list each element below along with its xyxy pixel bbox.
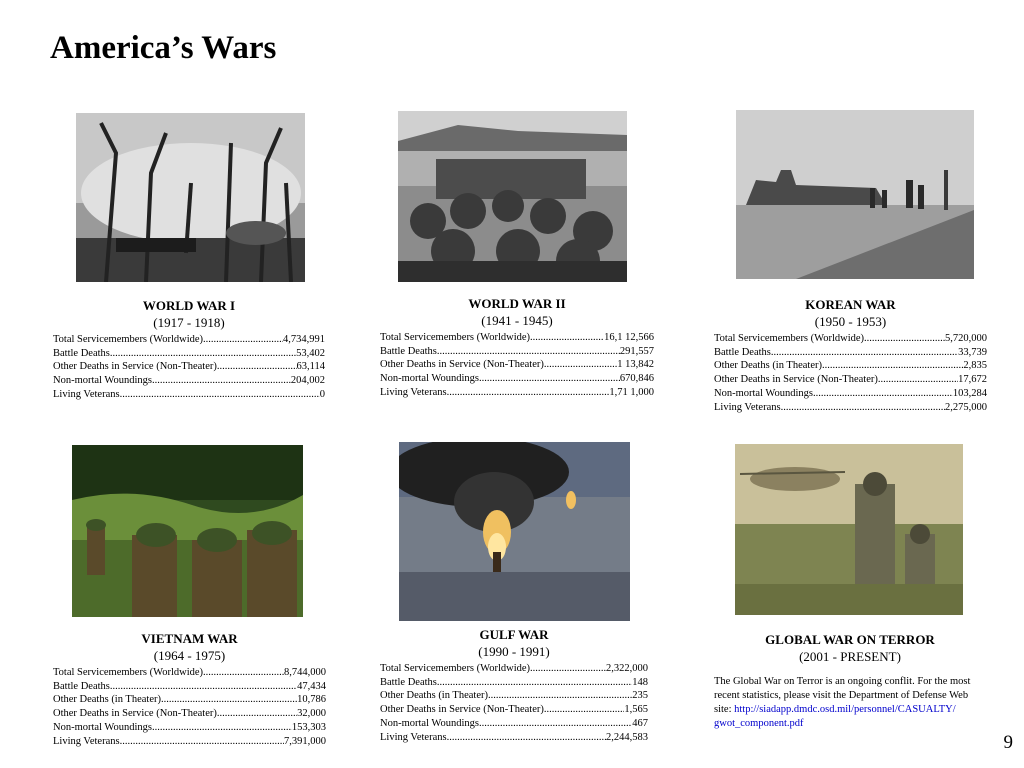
stat-row [380,676,648,690]
dot-leader [488,689,632,703]
stat-label: Total Servicemembers (Worldwide) [53,667,204,678]
stat-row [53,707,326,721]
stat-label: Other Deaths in Service (Non-Theater) [380,704,544,716]
dot-leader [813,387,953,401]
page-number: 9 [1003,732,1013,753]
dot-leader [203,333,283,347]
dot-leader [217,707,297,721]
stat-row [53,735,326,749]
stat-value: 4,734,991 [283,334,325,345]
stat-value: 2,244,583 [606,731,648,743]
stat-value: 1,565 [624,704,648,716]
dot-leader [864,332,945,346]
stat-row [380,331,654,345]
dot-leader [120,388,320,402]
stat-value: 32,000 [297,708,326,720]
oil-well-fire-photo [399,442,630,621]
gwot-note-text: The Global War on Terror is an ongoing conflit. For the most recent statistics, please visit the Department of Defense Web site: [714,676,971,715]
war-years: (1964 - 1975) [153,648,226,663]
stat-label: Battle Deaths [380,676,437,688]
ship-at-shore-photo [736,110,974,279]
stat-row [714,373,987,387]
stat-row [53,388,325,402]
stat-row [380,345,654,359]
stat-label: Battle Deaths [380,345,437,357]
stat-value: 2,322,000 [606,663,648,674]
stat-row [380,358,654,372]
stat-value: 467 [632,717,648,729]
war-years: (1941 - 1945) [481,313,553,328]
stat-value: 235 [632,690,648,702]
stat-value: 153,303 [291,721,326,733]
stat-row [53,374,325,388]
stat-value: 10,786 [297,694,326,706]
stat-row [380,689,648,703]
war-years: (1990 - 1991) [478,644,550,659]
war-name: GLOBAL WAR ON TERROR [765,632,935,647]
stat-label: Other Deaths in Service (Non-Theater). [714,374,881,386]
stat-label: Non-mortal Woundings [714,387,813,399]
stat-value: 53,402 [296,347,325,359]
stat-row [380,386,654,400]
dot-leader [530,662,606,676]
soldiers-helicopter-photo [735,444,963,615]
war-block-korea [714,296,987,414]
dot-leader [530,331,604,345]
stat-label: Non-mortal Woundings [380,717,479,729]
stat-value: 1 13,842 [617,359,654,371]
war-name: VIETNAM WAR [141,631,238,646]
stat-value: 0 [319,388,325,400]
stat-row [380,662,648,676]
stat-label: Non-mortal Woundings [53,721,152,733]
stat-label: Total Servicemembers (Worldwide) [380,332,531,343]
dot-leader [217,360,297,374]
stat-value: 670,846 [619,373,654,385]
stat-label: Other Deaths (in Theater) [714,360,822,372]
stat-value: 16,1 12,566 [604,332,654,343]
stat-value: 7,391,000 [284,735,326,747]
battlefield-smoke-photo [76,113,305,282]
stat-row [53,721,326,735]
war-block-ww2 [380,295,654,400]
dot-leader [110,680,297,694]
dot-leader [447,386,610,400]
dot-leader [880,373,958,387]
dot-leader [110,347,296,361]
stat-row [380,731,648,745]
dot-leader [822,359,963,373]
stat-label: Living Veterans [714,401,781,413]
stat-row [53,360,325,374]
stat-row [53,680,326,694]
dot-leader [479,372,620,386]
dot-leader [120,735,284,749]
dot-leader [161,693,297,707]
gwot-note [714,675,986,731]
dot-leader [203,666,284,680]
stat-row [380,717,648,731]
stat-row [53,693,326,707]
dot-leader [152,374,291,388]
stat-label: Total Servicemembers (Worldwide) [714,333,865,344]
war-name: KOREAN WAR [805,297,896,312]
stat-value: 33,739 [958,346,987,358]
war-name: WORLD WAR I [142,298,236,313]
war-block-vietnam [53,630,326,748]
dot-leader [771,346,958,360]
stat-row [380,703,648,717]
dot-leader [437,345,620,359]
stat-value: 63,114 [296,361,325,373]
stat-label: Other Deaths in Service (Non-Theater) [53,708,217,720]
stat-row [714,359,987,373]
stat-label: Living Veterans [53,388,120,400]
stat-label: Total Servicemembers (Worldwide) [380,663,531,674]
stat-label: Non-mortal Woundings [53,375,152,387]
stat-row [714,401,987,415]
stat-value: 103,284 [952,387,987,399]
stat-value: 291,557 [619,345,654,357]
stat-value: 47,434 [297,680,326,692]
dot-leader [544,358,617,372]
stat-label: Living Veterans [53,735,120,747]
war-years: (2001 - PRESENT) [799,649,901,664]
stat-row [53,347,325,361]
war-name: GULF WAR [479,627,549,642]
page-title: America’s Wars [50,30,277,66]
war-block-ww1 [53,297,325,402]
stat-value: 5,720,000 [945,333,987,344]
stat-value: 204,002 [290,375,325,387]
war-years: (1917 - 1918) [153,315,225,330]
war-years: (1950 - 1953) [814,314,887,329]
stat-label: Other Deaths in Service (Non-Theater) [380,359,544,371]
stat-row [714,346,987,360]
war-block-gwot [714,631,986,731]
stat-value: 148 [632,676,648,688]
dot-leader [781,401,945,415]
stat-label: Other Deaths (in Theater) [380,690,488,702]
stat-label: Battle Deaths [53,347,110,359]
stat-value: 8,744,000 [284,667,326,678]
jungle-soldiers-photo [72,445,303,617]
stat-label: Total Servicemembers (Worldwide) [53,334,204,345]
stat-value: 2,275,000 [945,401,987,413]
stat-row [53,666,326,680]
war-name: WORLD WAR II [468,296,566,311]
stat-label: Battle Deaths [714,346,771,358]
dot-leader [544,703,625,717]
stat-label: Non-mortal Woundings [380,373,479,385]
stat-row [714,332,987,346]
dot-leader [152,721,292,735]
stat-value: 1,71 1,000 [609,386,654,398]
stat-label: Battle Deaths [53,680,110,692]
stat-label: Living Veterans [380,731,447,743]
stat-row [53,333,325,347]
stat-label: Living Veterans [380,386,447,398]
stat-row [714,387,987,401]
stat-value: 17,672 [958,374,987,386]
stat-label: Other Deaths in Service (Non-Theater) [53,361,217,373]
stat-value: 2,835 [963,360,987,372]
stat-row [380,372,654,386]
stat-label: Other Deaths (in Theater) [53,694,161,706]
dot-leader [447,731,606,745]
war-block-gulf [380,626,648,744]
landing-craft-photo [398,111,627,282]
dot-leader [479,717,632,731]
dod-casualty-link[interactable]: http://siadapp.dmdc.osd.mil/personnel/CASUALTY/ gwot_component.pdf [714,704,956,729]
dot-leader [437,676,632,690]
